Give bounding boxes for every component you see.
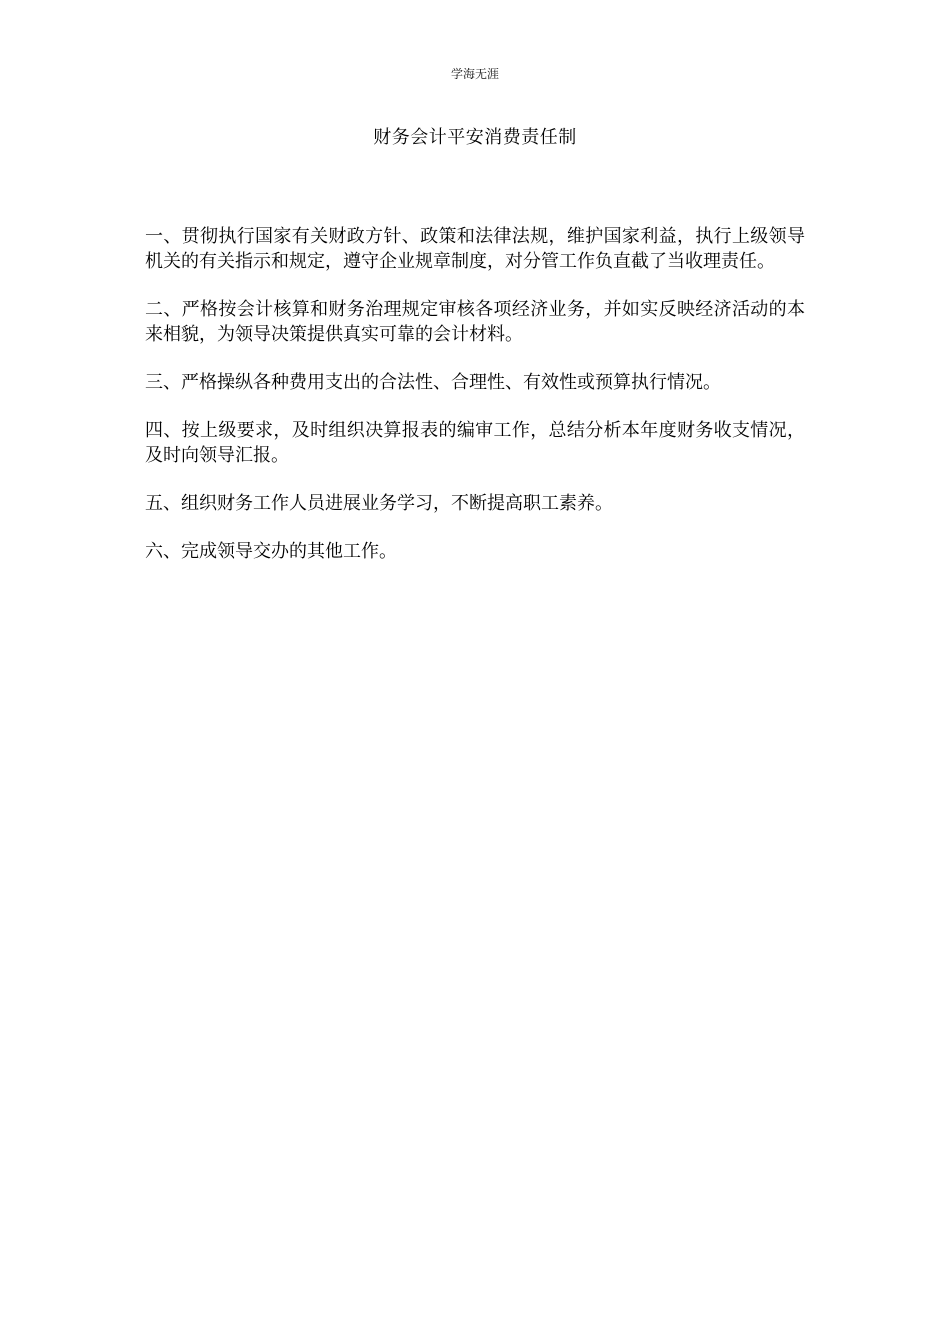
paragraph-3: 三、严格操纵各种费用支出的合法性、合理性、有效性或预算执行情况。: [145, 372, 721, 393]
document-title: 财务会计平安消费责任制: [373, 127, 577, 148]
paragraph-6: 六、完成领导交办的其他工作。: [145, 541, 397, 562]
paragraph-5: 五、组织财务工作人员进展业务学习，不断提高职工素养。: [145, 493, 613, 514]
paragraph-2: 二、严格按会计核算和财务治理规定审核各项经济业务，并如实反映经济活动的本来相貌，为领导决策提供真实可靠的会计材料。: [145, 299, 805, 345]
page-header: 学海无涯: [450, 67, 499, 81]
paragraph-4: 四、按上级要求，及时组织决算报表的编审工作，总结分析本年度财务收支情况，及时向领导汇报。: [145, 420, 805, 466]
paragraph-1: 一、贯彻执行国家有关财政方针、政策和法律法规，维护国家利益，执行上级领导机关的有关指示和规定，遵守企业规章制度，对分管工作负直截了当收理责任。: [145, 226, 805, 272]
document-body: [145, 224, 805, 587]
